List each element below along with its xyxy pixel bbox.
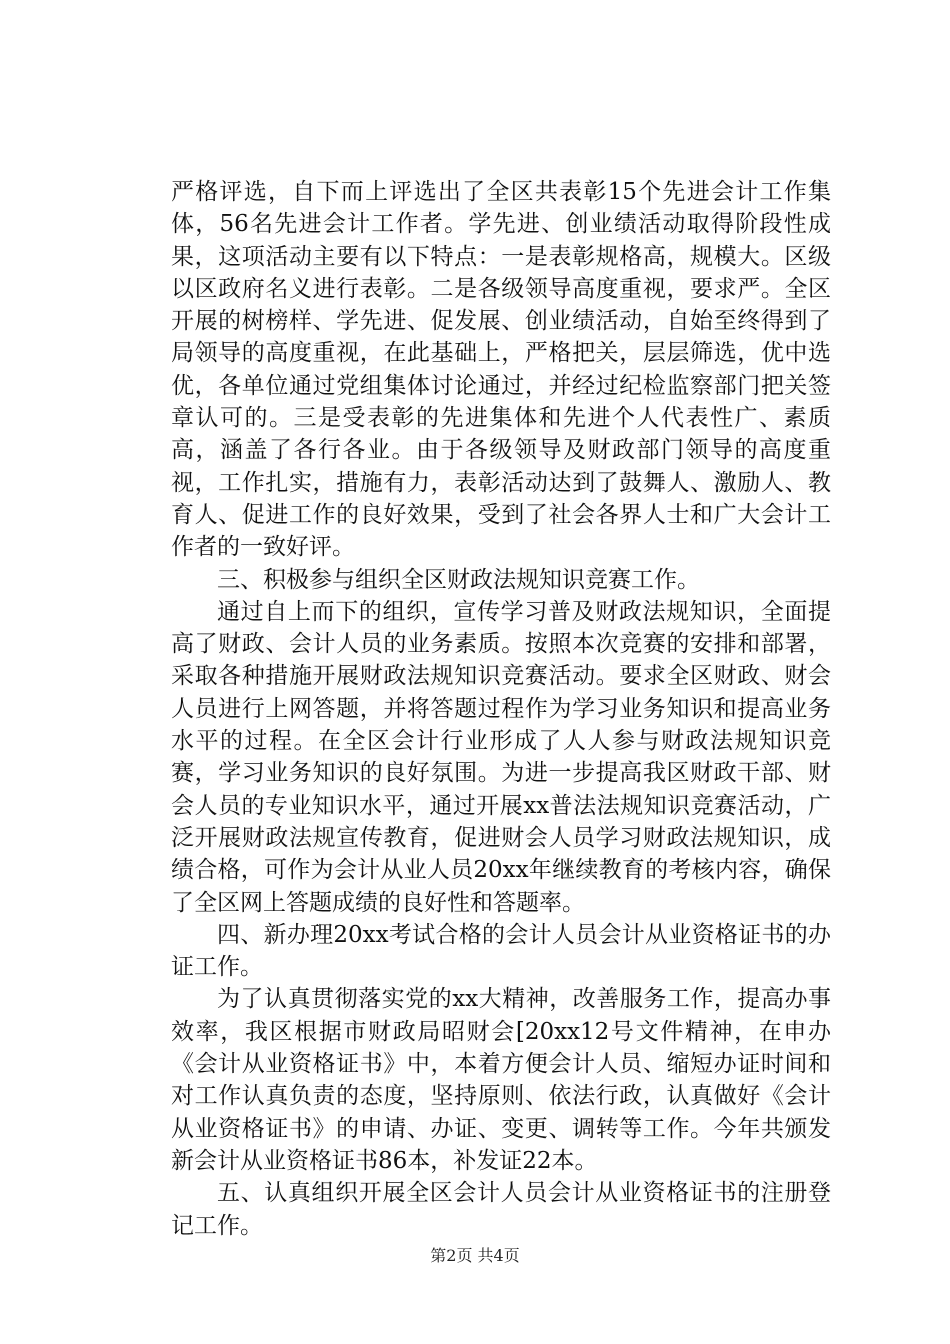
- paragraph-section-3: 通过自上而下的组织，宣传学习普及财政法规知识，全面提高了财政、会计人员的业务素质。按照本次竞赛的安排和部署，采取各种措施开展财政法规知识竞赛活动。要求全区财政、财会人员进行上网答题，并将答题过程作为学习业务知识和提高业务水平的过程。在全区会计行业形成了人人参与财政法规知识竞赛，学习业务知识的良好氛围。为进一步提高我区财政干部、财会人员的专业知识水平，通过开展xx普法法规知识竞赛活动，广泛开展财政法规宣传教育，促进财会人员学习财政法规知识，成绩合格，可作为会计从业人员20xx年继续教育的考核内容，确保了全区网上答题成绩的良好性和答题率。: [171, 598, 831, 916]
- page-footer: 第2页 共4页: [430, 1246, 520, 1265]
- section-heading-4: 四、新办理20xx考试合格的会计人员会计从业资格证书的办证工作。: [171, 921, 831, 981]
- paragraph-continuation: 严格评选，自下而上评选出了全区共表彰15个先进会计工作集体，56名先进会计工作者。学先进、创业绩活动取得阶段性成果，这项活动主要有以下特点：一是表彰规格高，规模大。区级以区政府名义进行表彰。二是各级领导高度重视，要求严。全区开展的树榜样、学先进、促发展、创业绩活动，自始至终得到了局领导的高度重视，在此基础上，严格把关，层层筛选，优中选优，各单位通过党组集体讨论通过，并经过纪检监察部门把关签章认可的。三是受表彰的先进集体和先进个人代表性广、素质高，涵盖了各行各业。由于各级领导及财政部门领导的高度重视，工作扎实，措施有力，表彰活动达到了鼓舞人、激励人、教育人、促进工作的良好效果，受到了社会各界人士和广大会计工作者的一致好评。: [171, 179, 831, 561]
- section-heading-5: 五、认真组织开展全区会计人员会计从业资格证书的注册登记工作。: [171, 1180, 831, 1239]
- section-heading-3: 三、积极参与组织全区财政法规知识竞赛工作。: [217, 566, 700, 593]
- document-body: [171, 176, 831, 1242]
- paragraph-section-4: 为了认真贯彻落实党的xx大精神，改善服务工作，提高办事效率，我区根据市财政局昭财会[20xx12号文件精神，在申办《会计从业资格证书》中，本着方便会计人员、缩短办证时间和对工作认真负责的态度，坚持原则、依法行政，认真做好《会计从业资格证书》的申请、办证、变更、调转等工作。今年共颁发新会计从业资格证书86本，补发证22本。: [171, 986, 831, 1174]
